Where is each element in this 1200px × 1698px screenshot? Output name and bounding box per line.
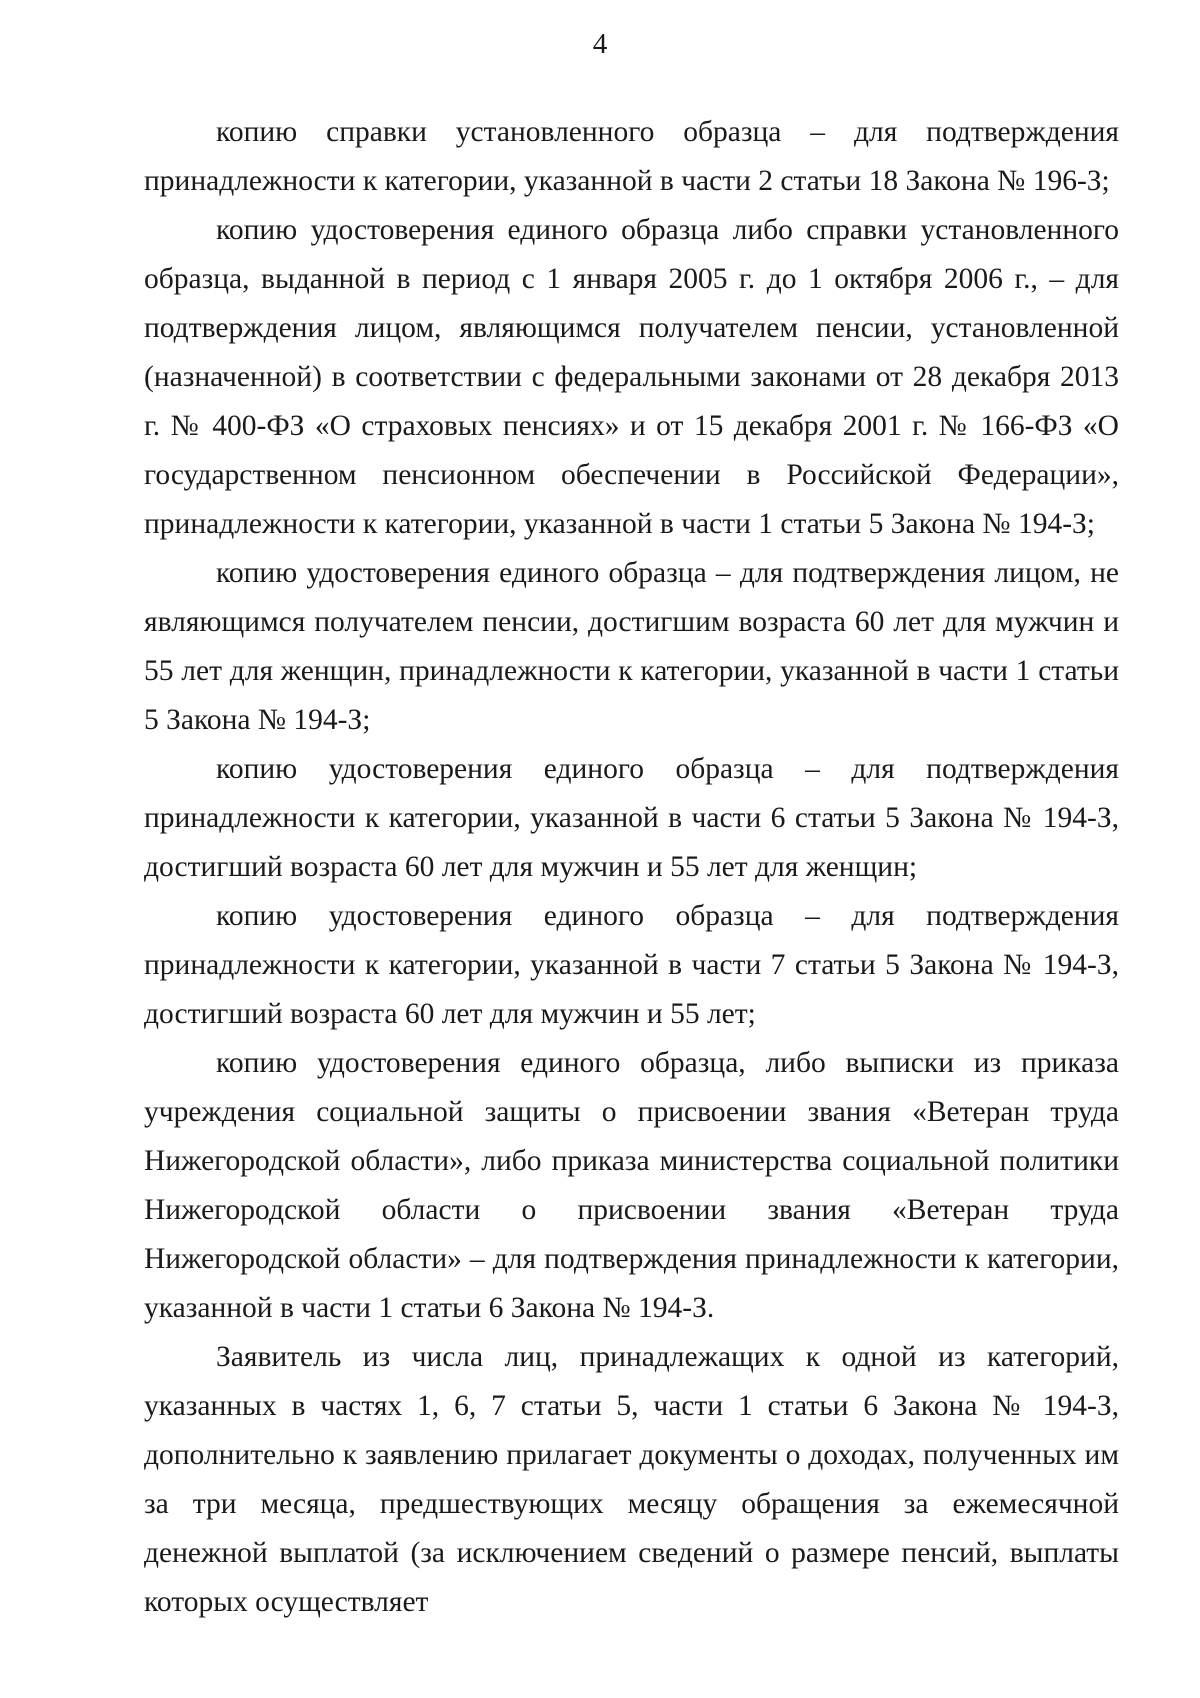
paragraph-2: копию удостоверения единого образца либо справки установленного образца, выданной в период с 1 января 2005 г. до 1 октября 2006 г., – для подтверждения лицом, являющимся получателем пенсии, установленной (назначенной) в соответствии с федеральными законами от 28 декабря 2013 г. № 400-ФЗ «О страховых пенсиях» и от 15 декабря 2001 г. № 166-ФЗ «О государственном пенсионном обеспечении в Российской Федерации», принадлежности к категории, указанной в части 1 статьи 5 Закона № 194-З;: [144, 214, 1119, 540]
paragraph-1: копию справки установленного образца – для подтверждения принадлежности к категории, указанной в части 2 статьи 18 Закона № 196-З;: [144, 116, 1119, 197]
document-body: [144, 108, 1119, 1627]
paragraph-6: копию удостоверения единого образца, либо выписки из приказа учреждения социальной защиты о присвоении звания «Ветеран труда Нижегородской области», либо приказа министерства социальной политики Нижегородской области о присвоении звания «Ветеран труда Нижегородской области» – для подтверждения принадлежности к категории, указанной в части 1 статьи 6 Закона № 194-З.: [144, 1047, 1119, 1324]
page-number: 4: [592, 28, 608, 60]
paragraph-7: Заявитель из числа лиц, принадлежащих к одной из категорий, указанных в частях 1, 6, 7 статьи 5, части 1 статьи 6 Закона № 194-З, дополнительно к заявлению прилагает документы о доходах, полученных им за три месяца, предшествующих месяцу обращения за ежемесячной денежной выплатой (за исключением сведений о размере пенсий, выплаты которых осуществляет: [144, 1341, 1119, 1618]
paragraph-5: копию удостоверения единого образца – для подтверждения принадлежности к категории, указанной в части 7 статьи 5 Закона № 194-З, достигший возраста 60 лет для мужчин и 55 лет;: [144, 900, 1119, 1030]
paragraph-4: копию удостоверения единого образца – для подтверждения принадлежности к категории, указанной в части 6 статьи 5 Закона № 194-З, достигший возраста 60 лет для мужчин и 55 лет для женщин;: [144, 753, 1119, 883]
paragraph-3: копию удостоверения единого образца – для подтверждения лицом, не являющимся получателем пенсии, достигшим возраста 60 лет для мужчин и 55 лет для женщин, принадлежности к категории, указанной в части 1 статьи 5 Закона № 194-З;: [144, 557, 1119, 736]
